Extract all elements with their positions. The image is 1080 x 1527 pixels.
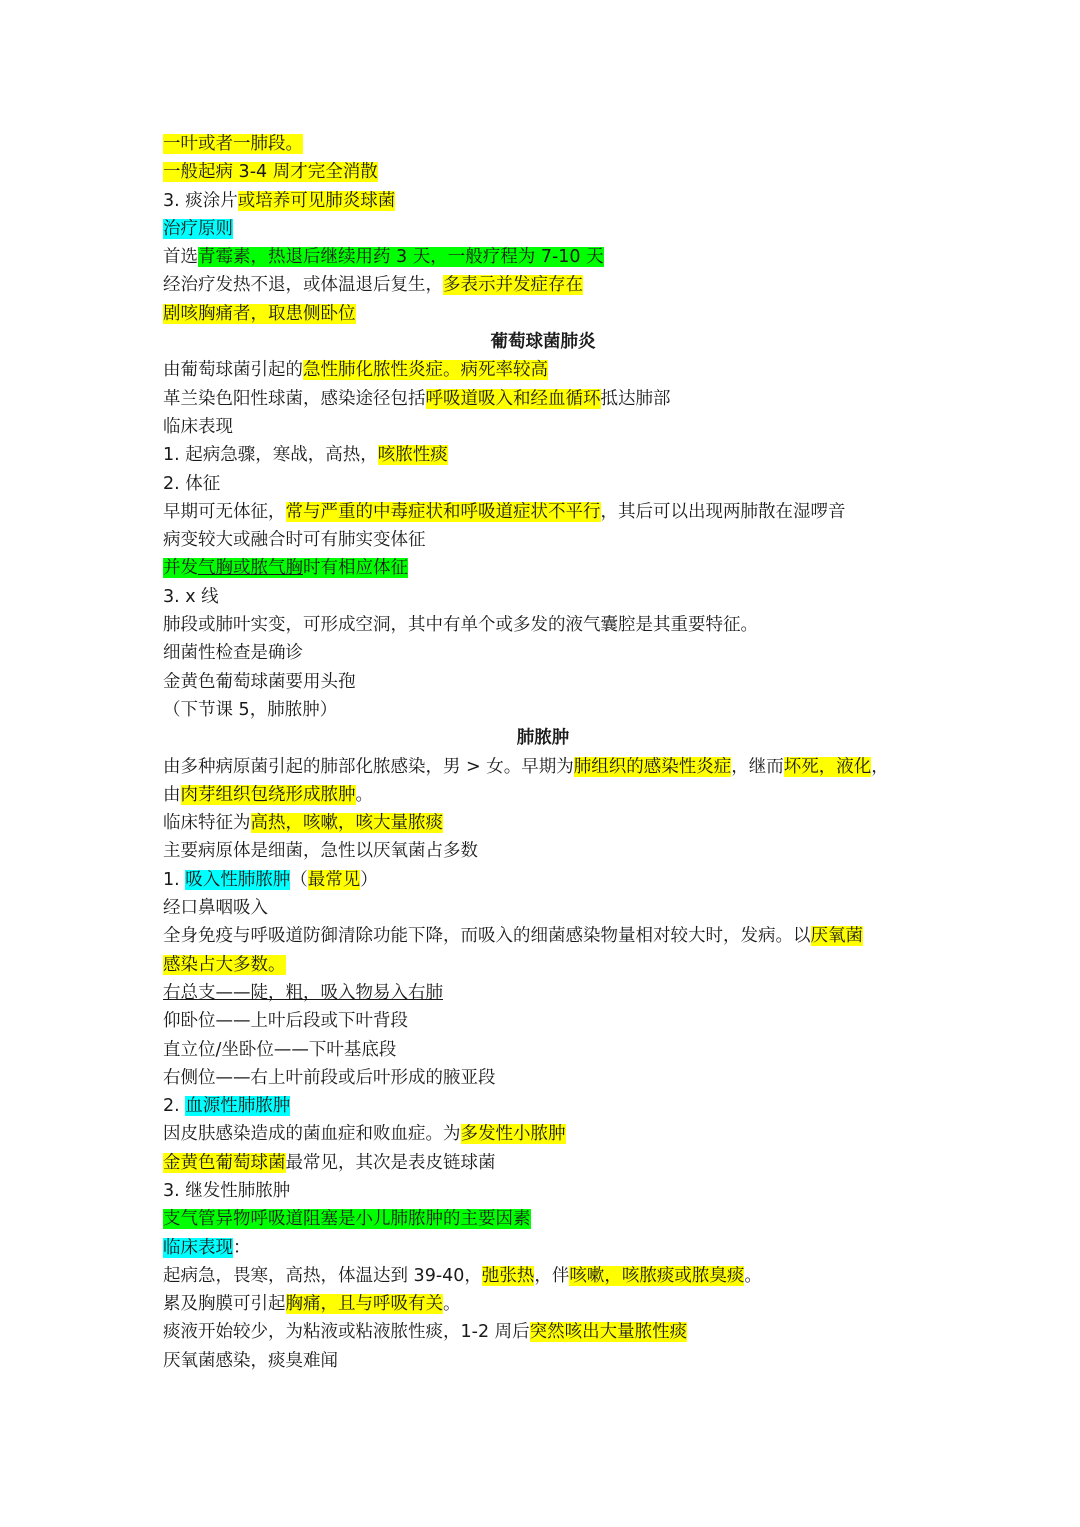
text-line [163, 498, 923, 526]
highlighted-text: 治疗原则 [163, 218, 233, 239]
text-line [163, 1149, 923, 1177]
text-line [163, 781, 923, 809]
highlighted-text: 常与严重的中毒症状和呼吸道症状不平行 [285, 501, 601, 522]
text-line [163, 413, 923, 441]
highlighted-text: 感染占大多数。 [163, 954, 286, 975]
highlighted-text: 咳脓性痰 [377, 445, 448, 466]
highlighted-text: 并发 [163, 558, 198, 579]
highlighted-text: 多发性小脓肿 [460, 1124, 566, 1145]
text-line [163, 1007, 923, 1035]
text-segment: 细菌性检查是确诊 [163, 643, 303, 664]
text-segment: 由 [163, 784, 181, 805]
text-segment: 右侧位——右上叶前段或后叶形成的腋亚段 [163, 1067, 496, 1088]
text-segment: 抵达肺部 [600, 388, 671, 409]
text-line [163, 753, 923, 781]
text-line [163, 1262, 923, 1290]
section-heading [163, 724, 923, 752]
text-segment: 临床表现 [163, 416, 233, 437]
text-segment: 金黄色葡萄球菌要用头孢 [163, 671, 356, 692]
text-line [163, 583, 923, 611]
text-segment: 直立位/坐卧位——下叶基底段 [163, 1039, 397, 1060]
text-line [163, 470, 923, 498]
text-line [163, 837, 923, 865]
text-segment: ，伴 [534, 1265, 570, 1286]
text-segment: 3. x 线 [163, 586, 219, 607]
text-line [163, 894, 923, 922]
highlighted-text: 弛张热 [481, 1265, 535, 1286]
text-line [163, 1347, 923, 1375]
text-segment: 2. [163, 1096, 186, 1117]
highlighted-text: 气胸或脓气胸 [198, 558, 303, 579]
highlighted-text: 吸入性肺脓肿 [185, 869, 291, 890]
highlighted-text: 坏死，液化 [783, 756, 872, 777]
text-segment: ： [233, 1237, 251, 1258]
text-segment: 肺段或肺叶实变，可形成空洞，其中有单个或多发的液气囊腔是其重要特征。 [163, 615, 758, 636]
text-segment: ， [871, 756, 889, 777]
text-line [163, 1120, 923, 1148]
text-line [163, 866, 923, 894]
text-line [163, 215, 923, 243]
text-line [163, 639, 923, 667]
text-segment: 由多种病原菌引起的肺部化脓感染，男 > 女。早期为 [163, 756, 574, 777]
document-body [163, 130, 923, 1375]
text-line [163, 271, 923, 299]
text-segment: 经口鼻咽吸入 [163, 898, 268, 919]
text-line [163, 668, 923, 696]
text-segment: 因皮肤感染造成的菌血症和败血症。为 [163, 1124, 461, 1145]
text-line [163, 1064, 923, 1092]
text-segment: （ [290, 869, 308, 890]
highlighted-text: 肉芽组织包绕形成脓肿 [180, 784, 356, 805]
text-line [163, 300, 923, 328]
highlighted-text: 呼吸道吸入和经血循环 [425, 388, 601, 409]
text-segment: 首选 [163, 247, 198, 268]
text-line [163, 441, 923, 469]
highlighted-text: 急性肺化脓性炎症。病死率较高 [303, 360, 548, 381]
highlighted-text: 胸痛，且与呼吸有关 [285, 1294, 443, 1315]
text-segment: 肺脓肿 [516, 728, 570, 749]
text-line [163, 951, 923, 979]
text-segment: 由葡萄球菌引起的 [163, 360, 303, 381]
text-segment: 痰液开始较少，为粘液或粘液脓性痰，1-2 周后 [163, 1322, 530, 1343]
highlighted-text: 一般起病 3-4 周才完全消散 [163, 162, 378, 183]
text-segment: 1. 起病急骤，寒战，高热， [163, 445, 378, 466]
text-line [163, 158, 923, 186]
text-segment: ，其后可以出现两肺散在湿啰音 [600, 501, 846, 522]
text-line [163, 554, 923, 582]
highlighted-text: 咳嗽，咳脓痰或脓臭痰 [569, 1265, 745, 1286]
highlighted-text: 突然咳出大量脓性痰 [529, 1322, 688, 1343]
text-line [163, 809, 923, 837]
text-line [163, 696, 923, 724]
text-segment: 全身免疫与呼吸道防御清除功能下降，而吸入的细菌感染物量相对较大时，发病。以 [163, 926, 811, 947]
text-segment: 1. [163, 869, 186, 890]
text-line [163, 611, 923, 639]
text-segment: 3. 痰涂片 [163, 190, 238, 211]
text-line [163, 979, 923, 1007]
text-segment: 。 [744, 1265, 762, 1286]
highlighted-text: 多表示并发症存在 [443, 275, 583, 296]
highlighted-text: 临床表现 [163, 1237, 233, 1258]
highlighted-text: 厌氧菌 [810, 926, 863, 947]
highlighted-text: 青霉素，热退后继续用药 3 天，一般疗程为 7-10 天 [198, 247, 604, 268]
text-line [163, 130, 923, 158]
text-segment: 累及胸膜可引起 [163, 1294, 286, 1315]
highlighted-text: 肺组织的感染性炎症 [573, 756, 732, 777]
highlighted-text: 金黄色葡萄球菌 [163, 1152, 286, 1173]
highlighted-text: 或培养可见肺炎球菌 [237, 190, 396, 211]
text-segment: 厌氧菌感染，痰臭难闻 [163, 1350, 338, 1371]
highlighted-text: 高热，咳嗽，咳大量脓痰 [250, 813, 443, 834]
highlighted-text: 支气管异物呼吸道阻塞是小儿肺脓肿的主要因素 [163, 1209, 531, 1230]
text-line [163, 922, 923, 950]
text-line [163, 526, 923, 554]
text-segment: 起病急，畏寒，高热，体温达到 39-40， [163, 1265, 482, 1286]
highlighted-text: 剧咳胸痛者，取患侧卧位 [163, 303, 356, 324]
section-heading [163, 328, 923, 356]
text-segment: 2. 体征 [163, 473, 221, 494]
highlighted-text: 一叶或者一肺段。 [163, 134, 303, 154]
text-segment: 3. 继发性肺脓肿 [163, 1180, 291, 1201]
text-segment: 经治疗发热不退，或体温退后复生， [163, 275, 443, 296]
text-segment: 。 [355, 784, 373, 805]
text-segment: ，继而 [731, 756, 784, 777]
highlighted-text: 时有相应体征 [303, 558, 408, 579]
text-segment: 葡萄球菌肺炎 [490, 332, 596, 353]
text-segment: 。 [443, 1294, 461, 1315]
text-line [163, 1177, 923, 1205]
text-segment: 革兰染色阳性球菌，感染途径包括 [163, 388, 426, 409]
text-line [163, 1234, 923, 1262]
highlighted-text: 血源性肺脓肿 [185, 1096, 291, 1117]
text-segment: 最常见，其次是表皮链球菌 [285, 1152, 496, 1173]
text-line [163, 1205, 923, 1233]
text-segment: 主要病原体是细菌，急性以厌氧菌占多数 [163, 841, 478, 862]
text-line [163, 356, 923, 384]
text-segment: 右总支——陡，粗，吸入物易入右肺 [163, 982, 443, 1003]
text-segment: 临床特征为 [163, 813, 251, 834]
text-segment: 仰卧位——上叶后段或下叶背段 [163, 1011, 408, 1032]
text-line [163, 1036, 923, 1064]
text-segment: 病变较大或融合时可有肺实变体征 [163, 530, 426, 551]
text-line [163, 243, 923, 271]
text-segment: 早期可无体征， [163, 501, 286, 522]
highlighted-text: 最常见 [307, 869, 361, 890]
text-line [163, 187, 923, 215]
text-line [163, 1318, 923, 1346]
text-line [163, 1092, 923, 1120]
text-segment: ） [360, 869, 378, 890]
text-line [163, 1290, 923, 1318]
text-segment: （下节课 5，肺脓肿） [163, 699, 338, 720]
text-line [163, 385, 923, 413]
